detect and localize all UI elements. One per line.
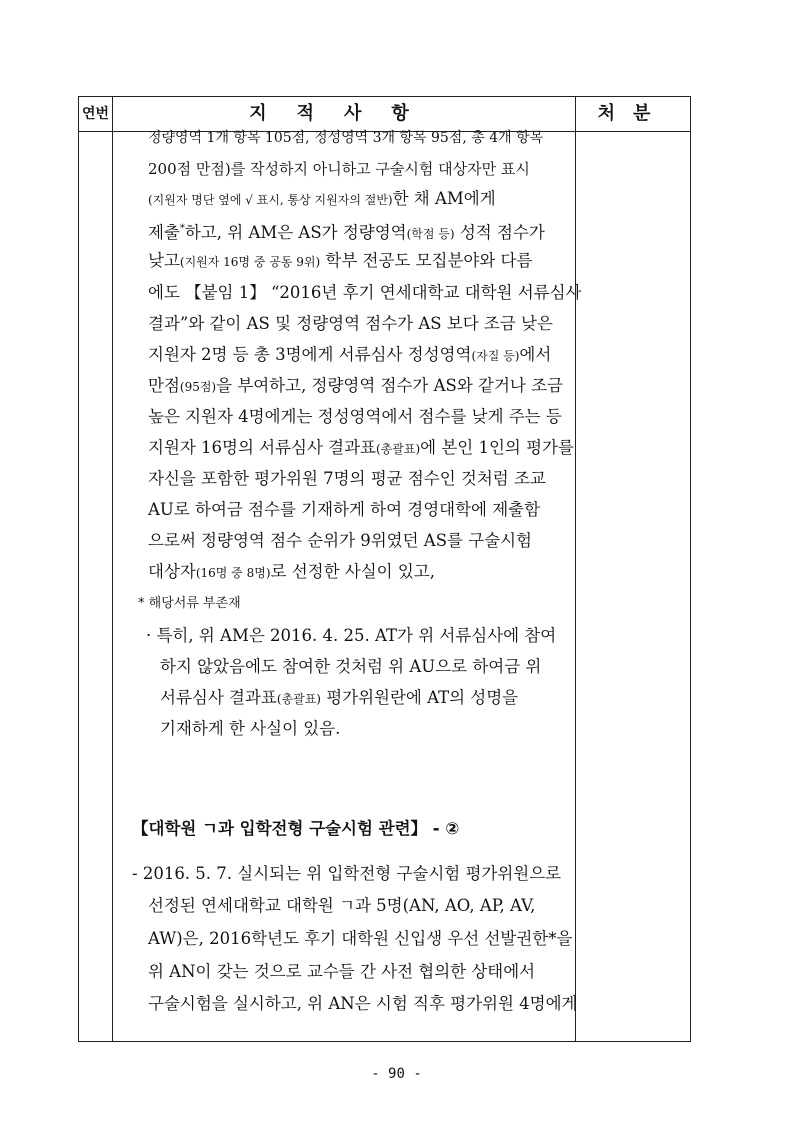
column-divider (575, 97, 576, 1041)
text-line: - 2016. 5. 7. 실시되는 위 입학전형 구술시험 평가위원으로 (132, 864, 562, 883)
header-action: 처분 (597, 103, 669, 124)
text-line: 정량영역 1개 항목 105점, 정성영역 3개 항목 95점, 총 4개 항목 (148, 130, 544, 146)
text-line: 서류심사 결과표(총괄표) 평가위원란에 AT의 성명을 (160, 688, 519, 707)
text-line: AW)은, 2016학년도 후기 대학원 신입생 우선 선발권한*을 (148, 929, 573, 948)
header-content: 지적사항 (249, 103, 439, 124)
text-line: 지원자 2명 등 총 3명에게 서류심사 정성영역(자질 등)에서 (148, 345, 552, 364)
text-line: 지원자 16명의 서류심사 결과표(총괄표)에 본인 1인의 평가를 (148, 438, 574, 457)
text-line: 구술시험을 실시하고, 위 AN은 시험 직후 평가위원 4명에게 (148, 994, 578, 1013)
footnote: * 해당서류 부존재 (138, 596, 241, 611)
text-line: 제출*하고, 위 AM은 AS가 정량영역(학점 등) 성적 점수가 (148, 223, 545, 242)
text-line: 높은 지원자 4명에게는 정성영역에서 점수를 낮게 주는 등 (148, 407, 562, 426)
text-line: 대상자(16명 중 8명)로 선정한 사실이 있고, (148, 562, 435, 581)
text-line: 200점 만점)를 작성하지 아니하고 구술시험 대상자만 표시 (148, 160, 530, 178)
text-line: 으로써 정량영역 점수 순위가 9위였던 AS를 구술시험 (148, 531, 532, 550)
text-line: 에도 【붙임 1】 “2016년 후기 연세대학교 대학원 서류심사 (148, 283, 582, 302)
text-line: 결과”와 같이 AS 및 정량영역 점수가 AS 보다 조금 낮은 (148, 314, 553, 333)
header-number: 연번 (81, 106, 110, 122)
text-line: 자신을 포함한 평가위원 7명의 평균 점수인 것처럼 조교 (148, 469, 546, 488)
text-line: 만점(95점)을 부여하고, 정량영역 점수가 AS와 같거나 조금 (148, 376, 563, 395)
text-line: AU로 하여금 점수를 기재하게 하여 경영대학에 제출함 (148, 500, 541, 519)
text-line: 하지 않았음에도 참여한 것처럼 위 AU으로 하여금 위 (160, 657, 542, 676)
text-line: 기재하게 한 사실이 있음. (160, 719, 341, 738)
text-line: (지원자 명단 옆에 √ 표시, 통상 지원자의 절반)한 채 AM에게 (148, 189, 496, 208)
text-line: · 특히, 위 AM은 2016. 4. 25. AT가 위 서류심사에 참여 (146, 626, 557, 645)
column-divider (112, 97, 113, 1041)
page-number: - 90 - (371, 1066, 422, 1082)
text-line: 위 AN이 갖는 것으로 교수들 간 사전 협의한 상태에서 (148, 962, 536, 981)
text-line: 선정된 연세대학교 대학원 ㄱ과 5명(AN, AO, AP, AV, (148, 896, 536, 915)
section-heading: 【대학원 ㄱ과 입학전형 구술시험 관련】 - ② (132, 819, 460, 838)
text-line: 낮고(지원자 16명 중 공동 9위) 학부 전공도 모집분야와 다름 (148, 251, 533, 270)
